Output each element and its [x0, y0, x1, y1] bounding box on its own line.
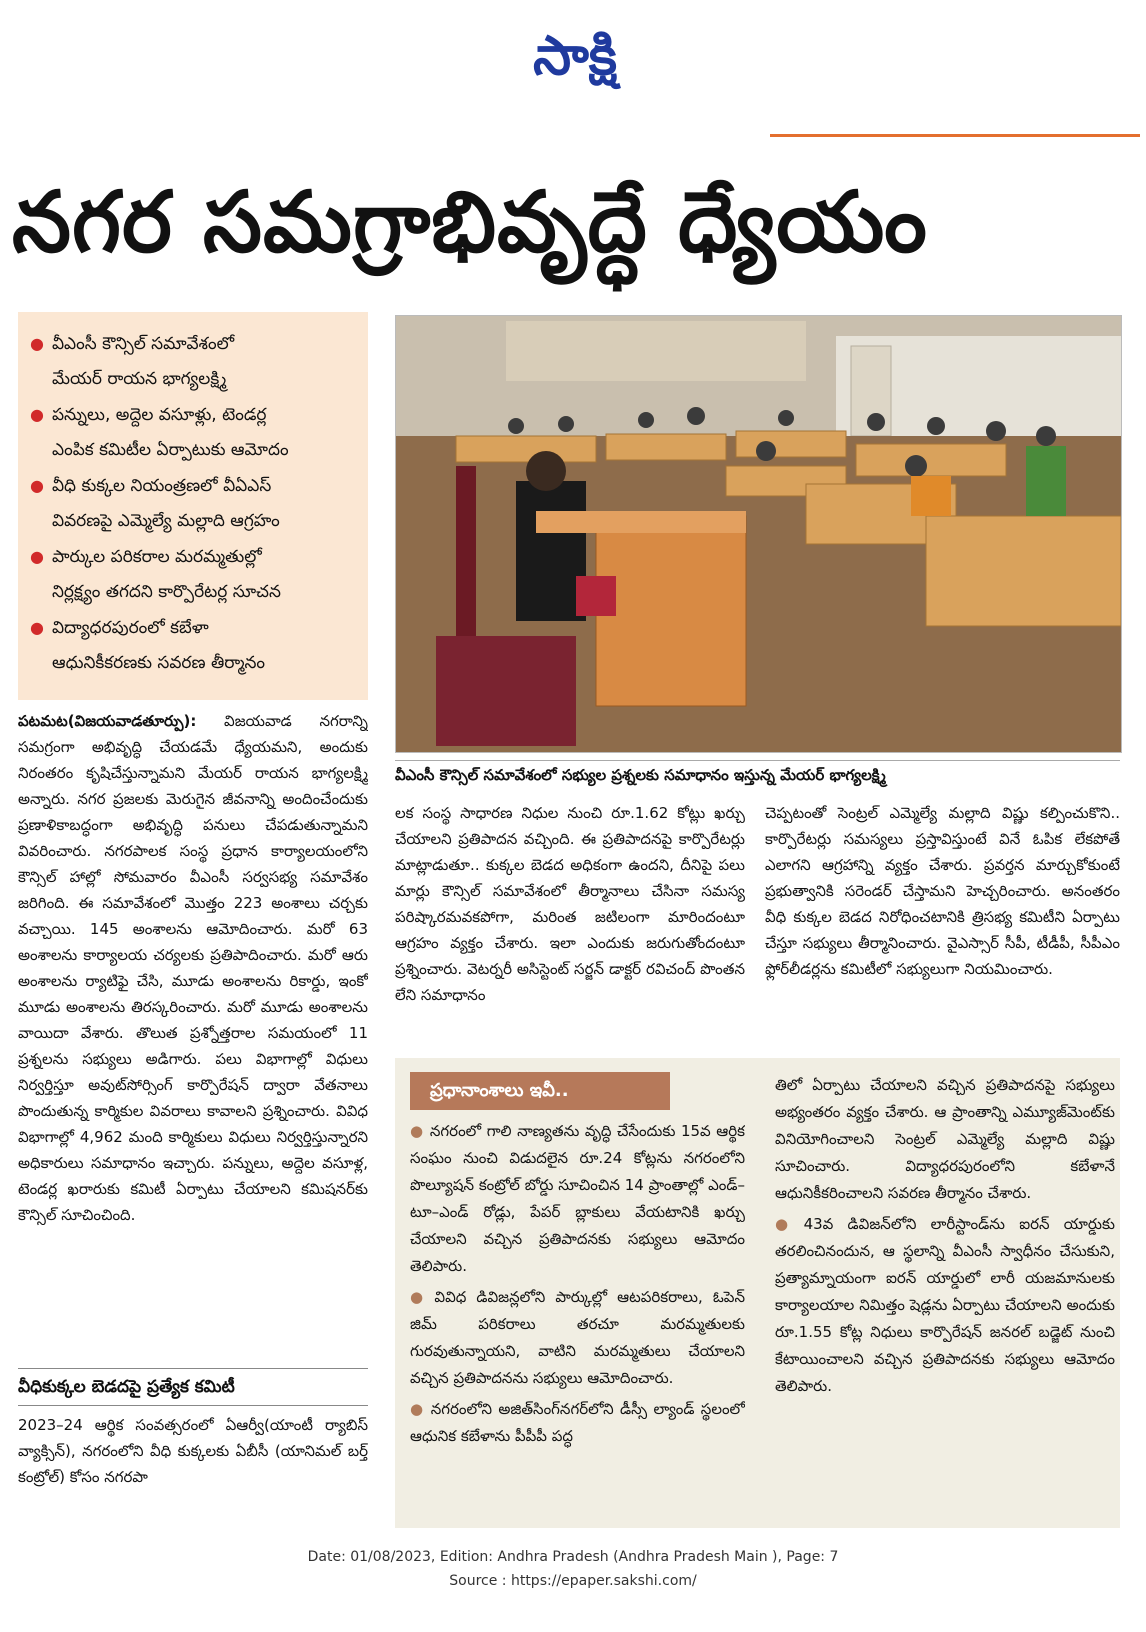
key-point-item: ● నగరంలోని అజిత్‌సింగ్‌నగర్‌లోని డీస్సీ ల్యాండ్ స్థలంలో ఆధునిక కబేళాను పీపీపీ పద్ధ: [410, 1400, 745, 1445]
bullet-icon: ●: [410, 1122, 424, 1140]
dateline: పటమట(విజయవాడతూర్పు):: [18, 712, 197, 730]
key-point-item: ● నగరంలో గాలి నాణ్యతను వృద్ధి చేసేందుకు 15వ ఆర్థిక సంఘం నుంచి విడుదలైన రూ.24 కోట్లను నగరంలోని పొల్యూషన్ కంట్రోల్ బోర్డు సూచించిన 14 ప్రాంతాల్లో ఎండ్–టూ–ఎండ్ రోడ్లు, పేపర్ బ్లాకులు వేయటానికి ఖర్చు చేయాలని వచ్చిన ప్రతిపాదనకు సభ్యులు ఆమోదం తెలిపారు.: [410, 1122, 745, 1275]
headline: నగర సమగ్రాభివృద్ధే ధ్యేయం: [12, 173, 928, 271]
bullet-icon: ●: [775, 1215, 798, 1233]
highlight-item: ● వీఎంసీ కౌన్సిల్ సమావేశంలో మేయర్ రాయన భాగ్యలక్ష్మి: [30, 334, 235, 389]
bullet-icon: ●: [30, 476, 44, 495]
key-point-continuation: తిలో ఏర్పాటు చేయాలని వచ్చిన ప్రతిపాదనపై సభ్యులు అభ్యంతరం వ్యక్తం చేశారు. ఆ ప్రాంతాన్ని ఎమ్యూజ్‌మెంట్‌కు వినియోగించాలని సెంట్రల్ ఎమ్మెల్యే మల్లాది విష్ణు సూచించారు. విద్యాధరపురంలోని కబేళానే ఆధునికీకరించాలని సవరణ తీర్మానం చేశారు.: [775, 1076, 1115, 1202]
highlight-item: ● పార్కుల పరికరాల మరమ్మతుల్లో నిర్లక్ష్యం తగదని కార్పొరేటర్ల సూచన: [30, 547, 281, 602]
subheading: వీధికుక్కల బెడదపై ప్రత్యేక కమిటీ: [18, 1368, 368, 1406]
bullet-icon: ●: [410, 1288, 429, 1306]
key-point-item: ● వివిధ డివిజన్లలోని పార్కుల్లో ఆటపరికరాలు, ఓపెన్ జిమ్ పరికరాలు తరచూ మరమ్మతులకు గురవుతున్నాయని, వాటిని మరమ్మతులు చేయాలని వచ్చిన ప్రతిపాదనను సభ్యులు ఆమోదించారు.: [410, 1288, 745, 1387]
page-footer: [0, 1545, 1146, 1593]
bullet-icon: ●: [410, 1400, 425, 1418]
highlights-box: [18, 312, 368, 700]
bullet-icon: ●: [30, 405, 44, 424]
key-points-title: ప్రధానాంశాలు ఇవీ..: [410, 1072, 670, 1110]
key-points-column-2: [775, 1072, 1115, 1518]
article-body-1: విజయవాడ నగరాన్ని సమగ్రంగా అభివృద్ధి చేయడమే ధ్యేయమని, అందుకు నిరంతరం కృషిచేస్తున్నామని మేయర్ రాయన భాగ్యలక్ష్మి అన్నారు. నగర ప్రజలకు మెరుగైన జీవనాన్ని అందించేందుకు ప్రణాళికాబద్ధంగా అభివృద్ధి పనులు చేపడుతున్నామని వివరించారు. నగరపాలక సంస్థ ప్రధాన కార్యాలయంలోని కౌన్సిల్ హాల్లో సోమవారం వీఎంసీ సర్వసభ్య సమావేశం జరిగింది. ఈ సమావేశంలో మొత్తం 223 అంశాలు చర్చకు వచ్చాయి. 145 అంశాలను ఆమోదించారు. మరో 63 అంశాలను కార్యాలయ చర్యలకు ప్రతిపాదించారు. మరో ఆరు అంశాలను ర్యాటిఫై చేసి, మూడు అంశాలను రికార్డు, ఇంకో మూడు అంశాలను తిరస్కరించారు. మరో మూడు అంశాలను వాయిదా వేశారు. తొలుత ప్రశ్నోత్తరాల సమయంలో 11 ప్రశ్నలను సభ్యులు అడిగారు. పలు విభాగాల్లో విధులు నిర్వర్తిస్తూ అవుట్‌సోర్సింగ్ కార్పొరేషన్ ద్వారా వేతనాలు పొందుతున్న కార్మికుల వివరాలు కావాలని ప్రశ్నించారు. వివిధ విభాగాల్లో 4,962 మంది కార్మికులు విధులు నిర్వర్తిస్తున్నారని అధికారులు సమాధానం ఇచ్చారు. పన్నులు, అద్దెల వసూళ్ల, టెండర్ల ఖరారుకు కమిటీ ఏర్పాటు చేయాలని కమిషనర్‌కు కౌన్సిల్ సూచించింది.: [18, 712, 368, 1224]
footer-date-edition: Date: 01/08/2023, Edition: Andhra Pradesh (Andhra Pradesh Main ), Page: 7: [307, 1549, 839, 1565]
bullet-icon: ●: [30, 618, 44, 637]
bullet-icon: ●: [30, 334, 44, 353]
accent-rule: [770, 134, 1140, 137]
photo-caption: వీఎంసీ కౌన్సిల్ సమావేశంలో సభ్యుల ప్రశ్నలకు సమాధానం ఇస్తున్న మేయర్ భాగ్యలక్ష్మి: [395, 760, 1120, 789]
highlight-item: ● విద్యాధరపురంలో కబేళా ఆధునికీకరణకు సవరణ తీర్మానం: [30, 618, 266, 673]
highlight-item: ● పన్నులు, అద్దెల వసూళ్లు, టెండర్ల ఎంపిక కమిటీల ఏర్పాటుకు ఆమోదం: [30, 405, 289, 460]
highlight-item: ● వీధి కుక్కల నియంత్రణలో వీఏఎస్ వివరణపై ఎమ్మెల్యే మల్లాది ఆగ్రహం: [30, 476, 280, 531]
article-column-2: లక సంస్థ సాధారణ నిధుల నుంచి రూ.1.62 కోట్లు ఖర్చు చేయాలని ప్రతిపాదన వచ్చింది. ఈ ప్రతిపాదనపై కార్పొరేటర్లు మాట్లాడుతూ.. కుక్కల బెడద అధికంగా ఉందని, దీనిపై పలు మార్లు కౌన్సిల్ సమావేశంలో తీర్మానాలు చేసినా సమస్య పరిష్కారమవకపోగా, మరింత జటిలంగా మారిందంటూ ఆగ్రహం వ్యక్తం చేశారు. ఇలా ఎందుకు జరుగుతోందంటూ ప్రశ్నించారు. వెటర్నరీ అసిస్టెంట్ సర్జన్ డాక్టర్ రవిచంద్ పొంతన లేని సమాధానం: [395, 804, 745, 1004]
key-points-column-1: [410, 1118, 745, 1518]
key-point-item: ● 43వ డివిజన్‌లోని లారీస్టాండ్‌ను ఐరన్ యార్డుకు తరలించినందున, ఆ స్థలాన్ని వీఎంసీ స్వాధీనం చేసుకుని, ప్రత్యామ్నాయంగా ఐరన్ యార్డులో లారీ యజమానులకు కార్యాలయాల నిమిత్తం షెడ్లను ఏర్పాటు చేయాలని అందుకు రూ.1.55 కోట్ల నిధులు కార్పొరేషన్ జనరల్ బడ్జెట్ నుంచి కేటాయించాలని వచ్చిన ప్రతిపాదనకు సభ్యులు ఆమోదం తెలిపారు.: [775, 1215, 1115, 1395]
article-column-3: చెప్పటంతో సెంట్రల్ ఎమ్మెల్యే మల్లాది విష్ణు కల్పించుకొని.. కార్పొరేటర్లు సమస్యలు ప్రస్తావిస్తుంటే వినే ఓపిక లేకపోతే ఎలాగని ఆగ్రహాన్ని వ్యక్తం చేశారు. ప్రవర్తన మార్చుకోకుంటే ప్రభుత్వానికి సరెండర్ చేస్తామని హెచ్చరించారు. అనంతరం వీధి కుక్కల బెడద నిరోధించటానికి త్రిసభ్య కమిటీని ఏర్పాటు చేస్తూ సభ్యులు తీర్మానించారు. వైఎస్సార్ సీపీ, టీడీపీ, సీపీఎం ఫ్లోర్‌లీడర్లను కమిటీలో సభ్యులుగా నియమించారు.: [765, 804, 1120, 978]
sakshi-logo: [470, 18, 680, 90]
bullet-icon: ●: [30, 547, 44, 566]
council-meeting-photo: [395, 315, 1122, 753]
article-column-1: [18, 708, 368, 1360]
footer-source: Source : https://epaper.sakshi.com/: [449, 1573, 697, 1589]
logo-text: సాక్షి: [533, 24, 617, 87]
article-column-1-continued: 2023–24 ఆర్థిక సంవత్సరంలో ఏఆర్వీ(యాంటీ ర్యాబిస్ వ్యాక్సిన్), నగరంలోని వీధి కుక్కలకు ఏబీసీ (యానిమల్ బర్త్ కంట్రోల్) కోసం నగరపా: [18, 1416, 368, 1486]
